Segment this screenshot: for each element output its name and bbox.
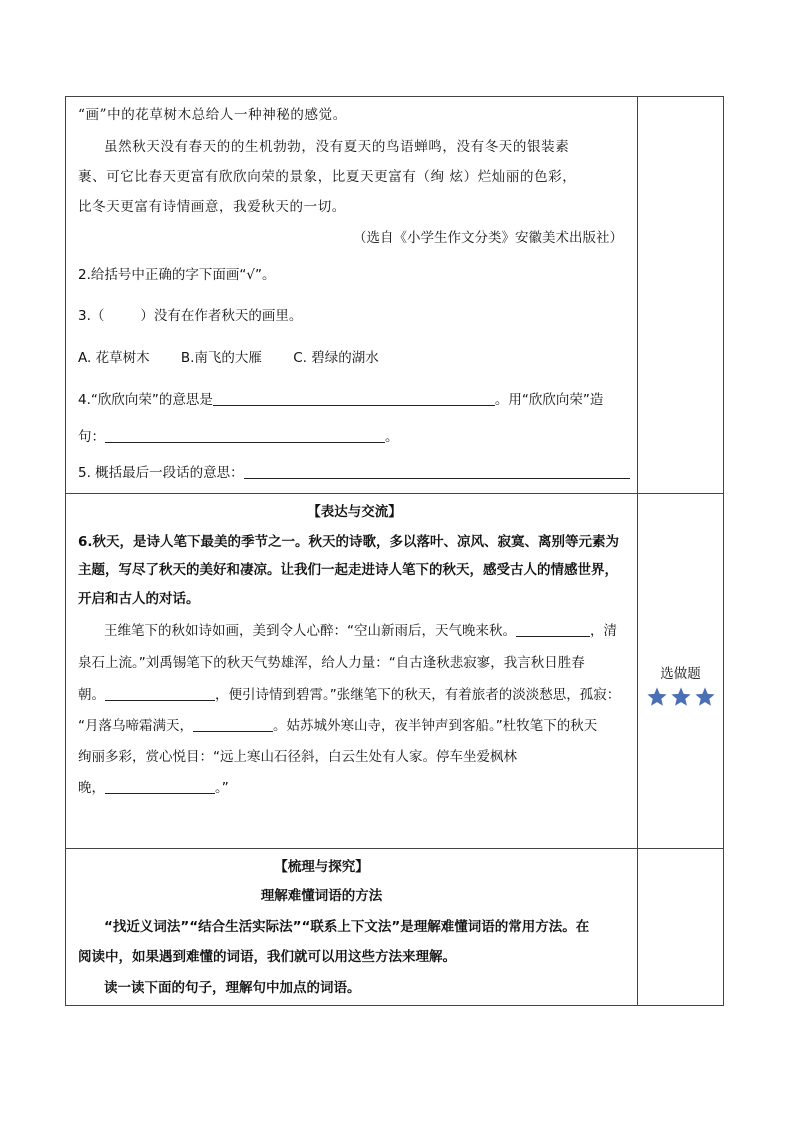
worksheet-table [65, 96, 724, 1006]
expression-prompt-line-1: 6.秋天，是诗人笔下最美的季节之一。秋天的诗歌，多以落叶、凉风、寂寞、离别等元素为 [78, 534, 620, 550]
star-icon [694, 686, 716, 708]
exploration-row [66, 849, 724, 1006]
expression-heading: 【表达与交流】 [307, 504, 402, 520]
exploration-subheading: 理解难懂词语的方法 [260, 888, 383, 904]
expression-side-cell [638, 494, 724, 849]
poem-line-3-text: ，便引诗情到碧霄。”张继笔下的秋天，有着旅者的淡淡愁思，孤寂： [215, 687, 621, 703]
reading-line-3: 裹、可它比春天更富有欣欣向荣的景象，比夏天更富有（绚 炫）烂灿丽的色彩， [78, 169, 577, 185]
poem-line-4-text: 。姑苏城外寒山寺，夜半钟声到客船。”杜牧笔下的秋天 [273, 718, 598, 734]
exploration-side-cell [638, 849, 724, 1006]
poem-blank-4[interactable] [105, 779, 215, 794]
star-icon [670, 686, 692, 708]
question-4-suffix: 。用“欣欣向荣”造 [494, 392, 604, 408]
expression-prompt-line-2: 主题，写尽了秋天的美好和凄凉。让我们一起走进诗人笔下的秋天，感受古人的情感世界， [78, 562, 618, 578]
question-4-sentence-blank[interactable] [105, 428, 385, 443]
question-4-line-2-prefix: 句： [78, 429, 105, 445]
poem-line-3-start: 朝。 [78, 687, 105, 703]
poem-line-6-start: 晚， [78, 780, 105, 796]
question-4-line-2 [78, 427, 631, 447]
poem-line-1 [78, 621, 631, 641]
question-3 [78, 306, 631, 326]
poem-blank-1[interactable] [516, 622, 590, 637]
expression-prompt-line-3: 开启和古人的对话。 [78, 591, 200, 607]
question-5-prefix: 5. 概括最后一段话的意思： [78, 465, 244, 481]
poem-line-4-start: “月落乌啼霜满天， [78, 718, 193, 734]
question-3-suffix: ）没有在作者秋天的画里。 [140, 308, 303, 324]
question-3-prefix: 3.（ [78, 308, 105, 324]
optional-task-label: 选做题 [660, 666, 701, 682]
question-4 [78, 390, 631, 410]
question-4-blank[interactable] [213, 391, 495, 406]
exploration-line-1: “找近义词法”“结合生活实际法”“联系上下文法”是理解难懂词语的常用方法。在 [104, 919, 590, 935]
difficulty-stars [638, 686, 723, 712]
reading-line-2: 虽然秋天没有春天的的生机勃勃，没有夏天的鸟语蝉鸣，没有冬天的银装素 [104, 139, 570, 155]
reading-row [66, 97, 724, 494]
worksheet [65, 96, 723, 1006]
poem-line-6 [78, 778, 631, 798]
expression-cell [66, 494, 638, 849]
expression-row [66, 494, 724, 849]
question-4-line-2-suffix: 。 [385, 429, 399, 445]
reading-side-cell [638, 97, 724, 494]
exploration-line-3: 读一读下面的句子，理解句中加点的词语。 [104, 980, 361, 996]
reading-line-1: “画”中的花草树木总给人一种神秘的感觉。 [78, 107, 347, 123]
exploration-line-2: 阅读中，如果遇到难懂的词语，我们就可以用这些方法来理解。 [78, 949, 456, 965]
star-icon [646, 686, 668, 708]
reading-cell [66, 97, 638, 494]
question-5-blank[interactable] [244, 464, 630, 479]
poem-line-4 [78, 716, 631, 736]
poem-blank-2[interactable] [105, 686, 215, 701]
question-5 [78, 463, 631, 483]
poem-line-1-end: ，清 [590, 623, 617, 639]
poem-line-5: 绚丽多彩，赏心悦目：“远上寒山石径斜，白云生处有人家。停车坐爱枫林 [78, 749, 517, 765]
poem-line-6-end: 。” [215, 780, 229, 796]
question-4-prefix: 4.“欣欣向荣”的意思是 [78, 392, 213, 408]
poem-line-2: 泉石上流。”刘禹锡笔下的秋天气势雄浑，给人力量：“自古逢秋悲寂寥，我言秋日胜春 [78, 655, 585, 671]
reading-line-4: 比冬天更富有诗情画意，我爱秋天的一切。 [78, 199, 346, 215]
question-3-options: A. 花草树木 B.南飞的大雁 C. 碧绿的湖水 [78, 350, 379, 366]
exploration-cell [66, 849, 638, 1006]
reading-source: （选自《小学生作文分类》安徽美术出版社） [353, 230, 623, 246]
poem-blank-3[interactable] [193, 717, 273, 732]
poem-line-1-text: 王维笔下的秋如诗如画，美到令人心醉：“空山新雨后，天气晚来秋。 [104, 623, 516, 639]
exploration-heading: 【梳理与探究】 [274, 859, 369, 875]
poem-line-3 [78, 685, 631, 705]
question-2: 2.给括号中正确的字下面画“√”。 [78, 267, 276, 283]
